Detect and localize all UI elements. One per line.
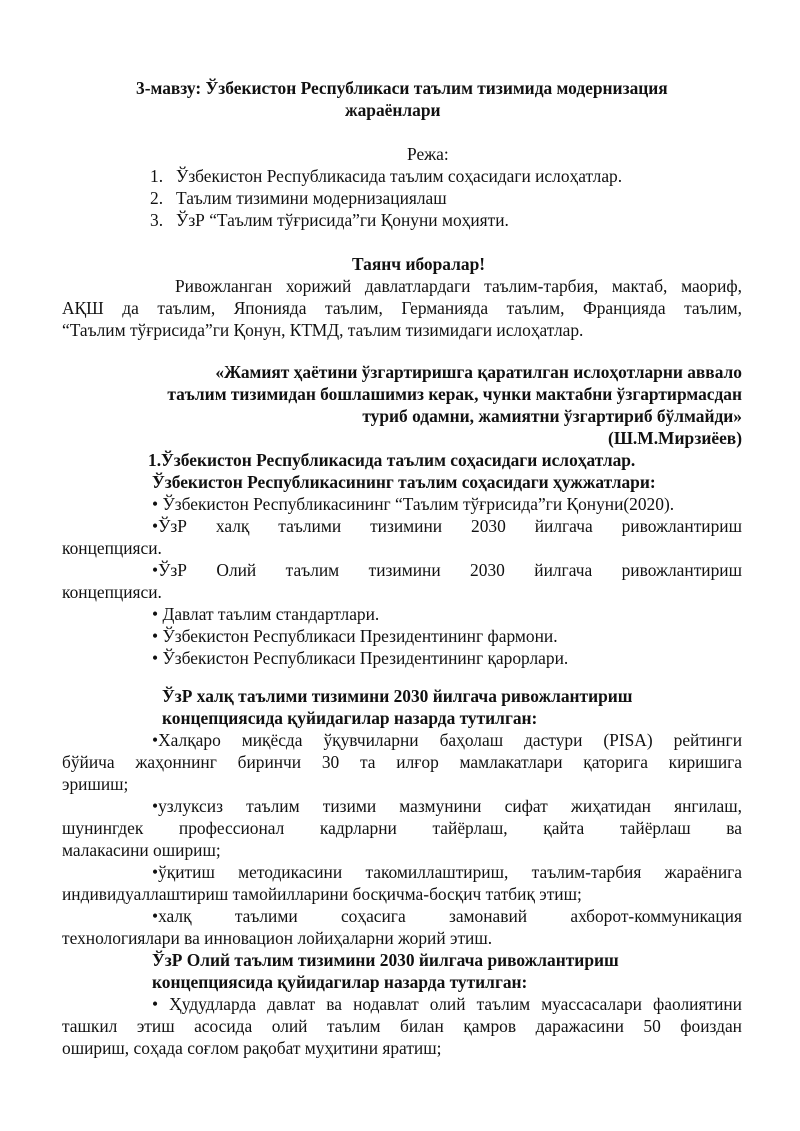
quote-line-1: «Жамият ҳаётини ўзгартиришга қаратилган ислоҳотларни аввало [215, 362, 742, 382]
section3-heading-line-2: концепциясида қуйидагилар назарда тутилган: [152, 972, 528, 992]
list-item-continuation: эришиш; [62, 774, 129, 794]
list-item [152, 795, 742, 817]
plan-heading: Режа: [407, 144, 449, 164]
plan-item-text: Таълим тизимини модернизациялаш [176, 188, 447, 208]
section1-subheading: Ўзбекистон Республикасининг таълим соҳасидаги ҳужжатлари: [152, 472, 656, 492]
quote-line-3: туриб одамни, жамиятни ўзгартириб бўлмайди» [362, 406, 742, 426]
list-item [152, 493, 674, 515]
list-item-text: халқ таълими соҳасига замонавий ахборот-коммуникация [158, 906, 742, 926]
list-item [152, 603, 379, 625]
bullet-icon: • [152, 994, 159, 1014]
title-line-2: жараёнлари [345, 100, 441, 120]
list-item-continuation: концепцияси. [62, 582, 162, 602]
plan-item-2 [150, 187, 447, 209]
plan-item-1 [150, 165, 622, 187]
plan-item-text: ЎзР “Таълим тўғрисида”ги Қонуни моҳияти. [176, 210, 509, 230]
keywords-line-1: Ривожланган хорижий давлатлардаги таълим-тарбия, мактаб, маориф, [175, 276, 742, 296]
list-item-text: Халқаро миқёсда ўқувчиларни баҳолаш дастури (PISA) рейтинги [158, 730, 742, 750]
quote-line-2: таълим тизимидан бошлашимиз керак, чунки мактабни ўзгартирмасдан [167, 384, 742, 404]
bullet-icon: • [152, 906, 159, 926]
bullet-icon: • [152, 862, 159, 882]
title-line-1: 3-мавзу: Ўзбекистон Республикаси таълим тизимида модернизация [136, 78, 668, 98]
quote-author: (Ш.М.Мирзиёев) [608, 428, 742, 448]
list-item-text: ўқитиш методикасини такомиллаштириш, таълим-тарбия жараёнига [158, 862, 742, 882]
keywords-heading: Таянч иборалар! [352, 254, 486, 274]
list-item-text: Ўзбекистон Республикаси Президентининг қарорлари. [162, 648, 569, 668]
bullet-icon: • [152, 626, 159, 646]
section2-heading-line-2: концепциясида қуйидагилар назарда тутилган: [162, 708, 538, 728]
list-item-continuation: ташкил этиш асосида олий таълим билан қамров даражасини 50 фоиздан [62, 1016, 742, 1036]
list-item-text: ЎзР Олий таълим тизимини 2030 йилгача ривожлантириш [158, 560, 742, 580]
list-item [152, 993, 742, 1015]
bullet-icon: • [152, 560, 159, 580]
list-item-text: Ўзбекистон Республикаси Президентининг фармони. [162, 626, 558, 646]
list-item [152, 647, 568, 669]
section2-heading-line-1: ЎзР халқ таълими тизимини 2030 йилгача ривожлантириш [162, 686, 633, 706]
plan-item-3 [150, 209, 509, 231]
keywords-line-3: “Таълим тўғрисида”ги Қонун, КТМД, таълим тизимидаги ислоҳатлар. [62, 320, 584, 340]
bullet-icon: • [152, 648, 159, 668]
list-item-continuation: ошириш, соҳада соғлом рақобат муҳитини яратиш; [62, 1038, 442, 1058]
plan-item-number: 1. [150, 166, 164, 186]
plan-item-number: 3. [150, 210, 164, 230]
keywords-line-2: АҚШ да таълим, Японияда таълим, Германияда таълим, Францияда таълим, [62, 298, 742, 318]
list-item [152, 905, 742, 927]
bullet-icon: • [152, 604, 159, 624]
section1-heading: 1.Ўзбекистон Республикасида таълим соҳасидаги ислоҳатлар. [148, 450, 636, 470]
list-item-text: Давлат таълим стандартлари. [162, 604, 380, 624]
list-item-continuation: бўйича жаҳоннинг биринчи 30 та илғор мамлакатлари қаторига киришига [62, 752, 742, 772]
bullet-icon: • [152, 494, 159, 514]
list-item-text: ЎзР халқ таълими тизимини 2030 йилгача ривожлантириш [158, 516, 742, 536]
list-item-continuation: концепцияси. [62, 538, 162, 558]
list-item [152, 861, 742, 883]
list-item [152, 559, 742, 581]
list-item-text: Ҳудудларда давлат ва нодавлат олий таълим муассасалари фаолиятини [169, 994, 742, 1014]
bullet-icon: • [152, 516, 159, 536]
plan-item-number: 2. [150, 188, 164, 208]
list-item-text: узлуксиз таълим тизими мазмунини сифат жиҳатидан янгилаш, [158, 796, 742, 816]
section3-heading-line-1: ЎзР Олий таълим тизимини 2030 йилгача ривожлантириш [152, 950, 619, 970]
list-item-continuation: технологиялари ва инновацион лойиҳаларни жорий этиш. [62, 928, 493, 948]
list-item [152, 729, 742, 751]
bullet-icon: • [152, 730, 159, 750]
bullet-icon: • [152, 796, 159, 816]
list-item-continuation: шунингдек профессионал кадрларни тайёрлаш, қайта тайёрлаш ва [62, 818, 742, 838]
plan-item-text: Ўзбекистон Республикасида таълим соҳасидаги ислоҳатлар. [176, 166, 623, 186]
list-item-text: Ўзбекистон Республикасининг “Таълим тўғрисида”ги Қонуни(2020). [162, 494, 675, 514]
list-item-continuation: малакасини ошириш; [62, 840, 221, 860]
list-item [152, 625, 558, 647]
list-item-continuation: индивидуаллаштириш тамойилларини босқичма-босқич татбиқ этиш; [62, 884, 582, 904]
list-item [152, 515, 742, 537]
